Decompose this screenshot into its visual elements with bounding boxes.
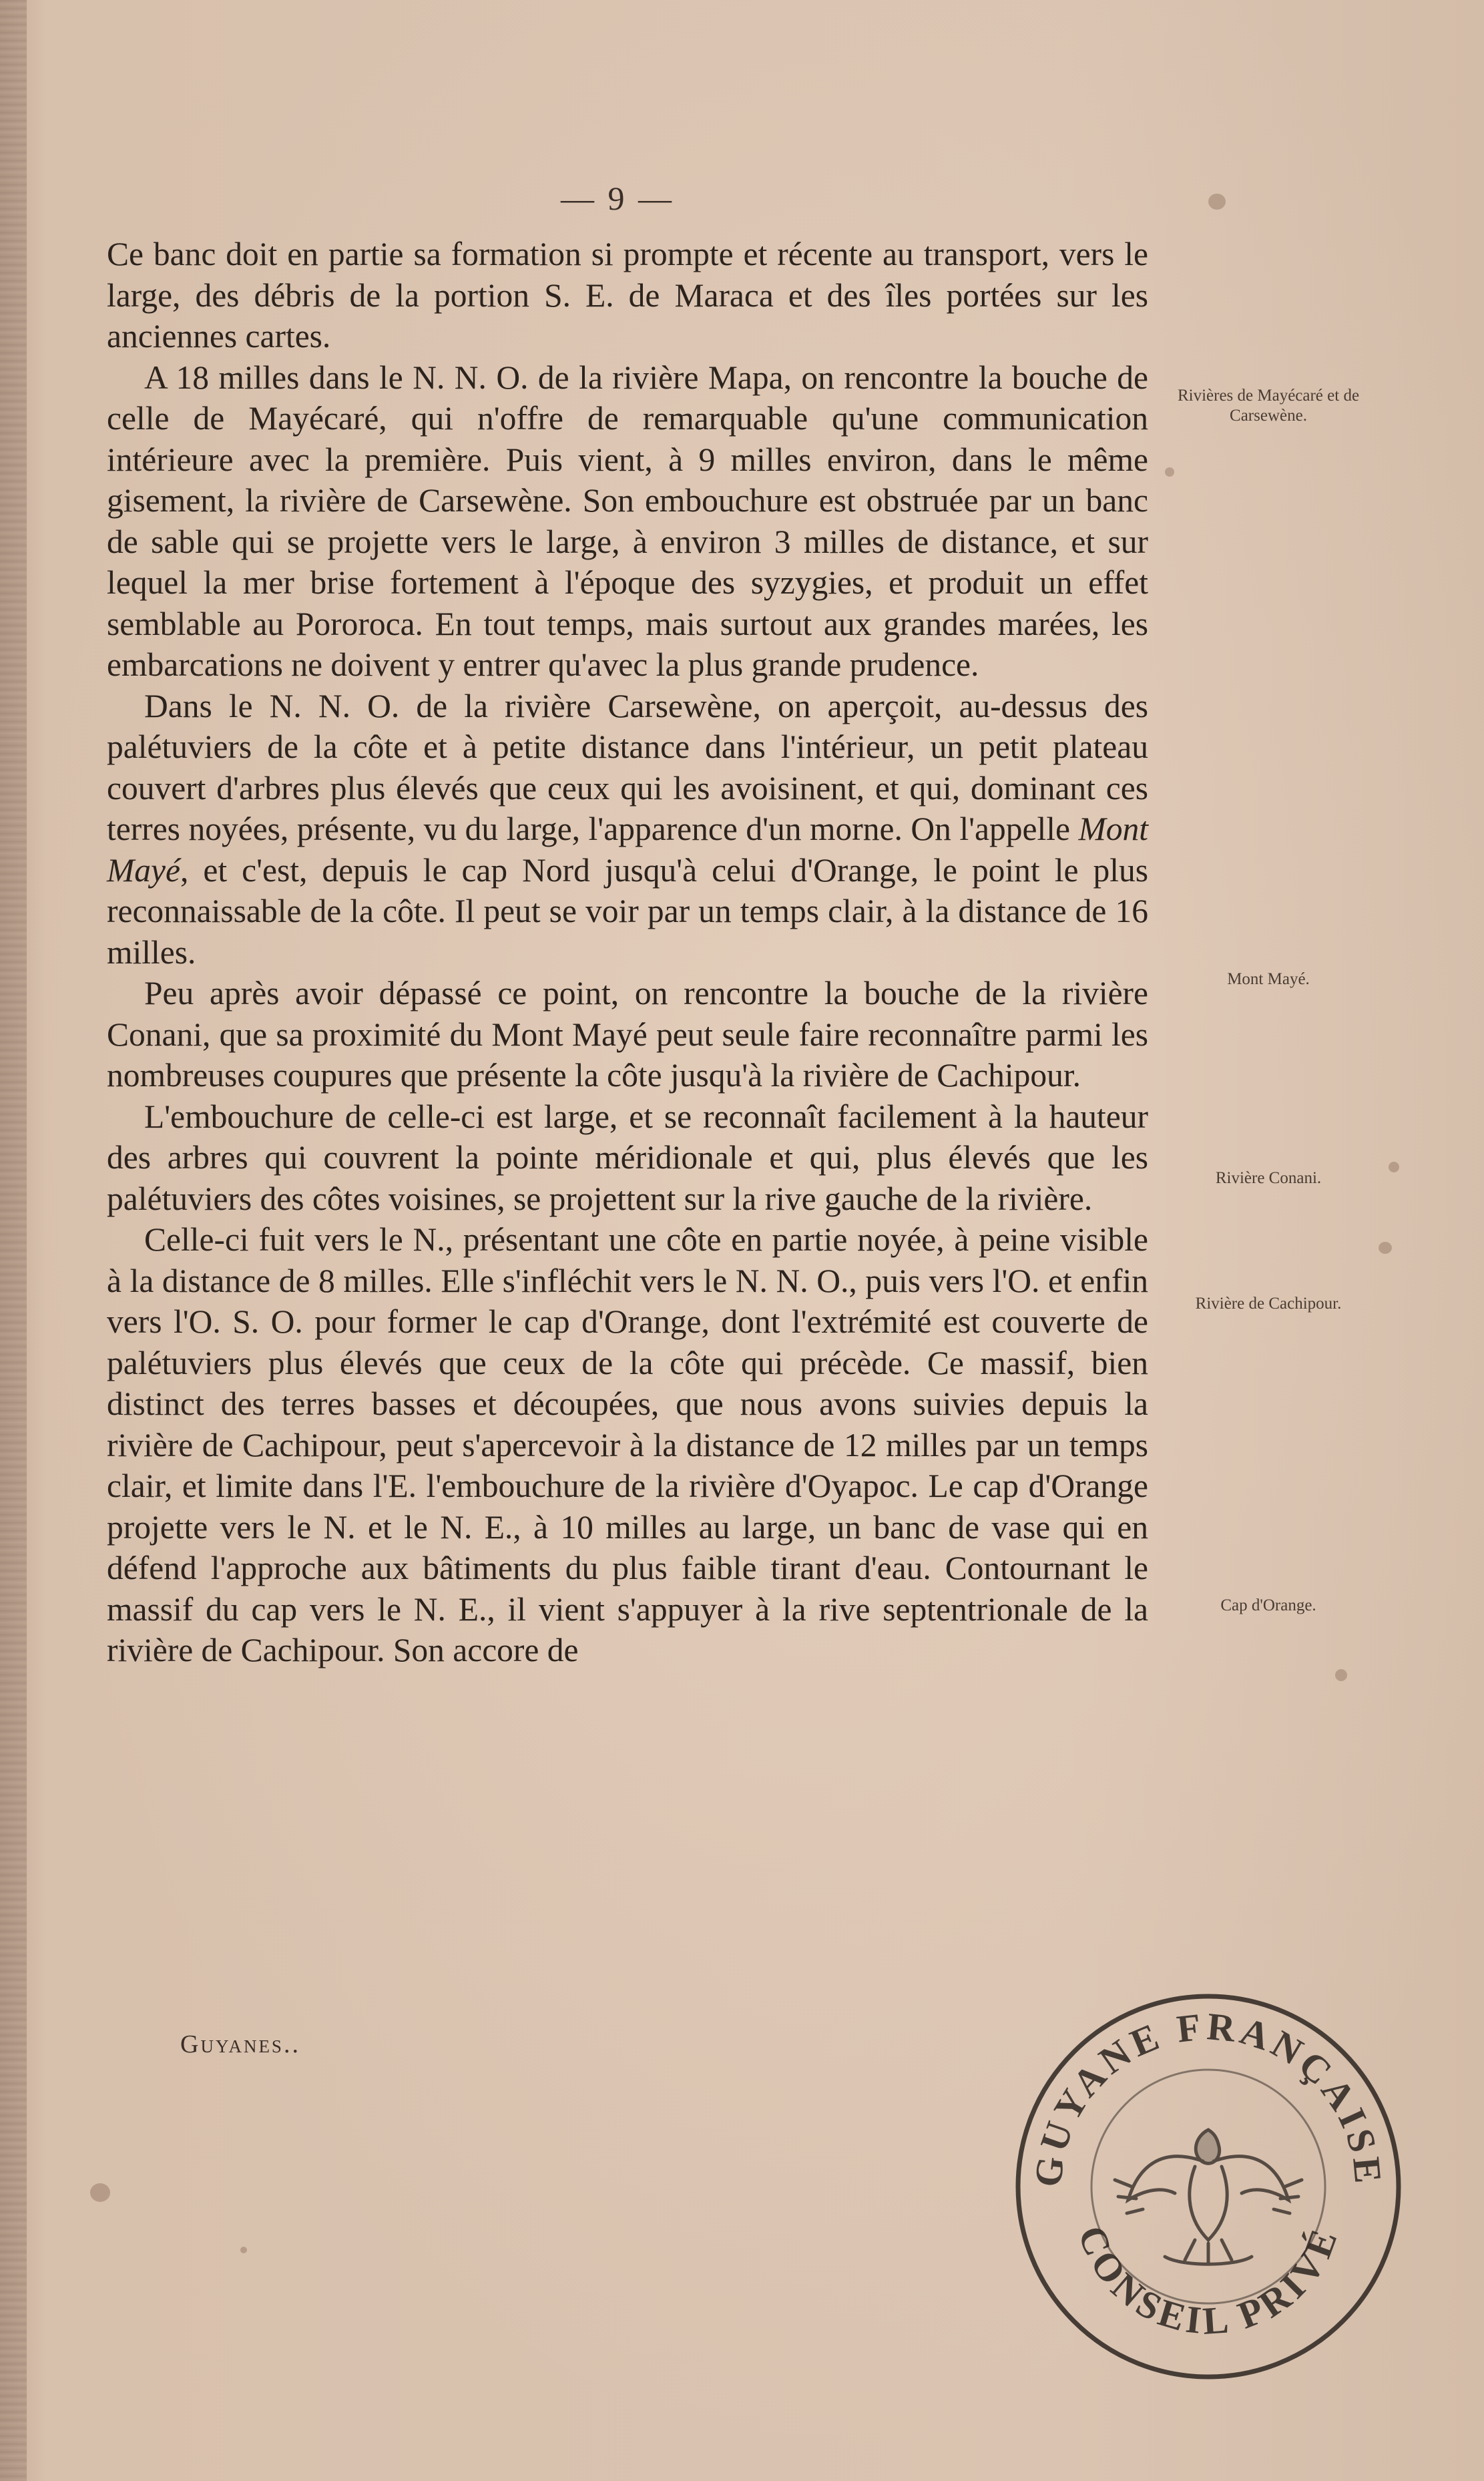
official-stamp bbox=[995, 1986, 1422, 2387]
body-text bbox=[107, 234, 1148, 1671]
margin-note-conani: Rivière Conani. bbox=[1215, 1169, 1322, 1187]
paragraph-text: Ce banc doit en partie sa formation si prompte et récente au transport, vers le large, des débris de la portion S. E. de Maraca et des îles portées sur les anciennes cartes. bbox=[107, 236, 1148, 355]
paragraph-text: L'embouchure de celle-ci est large, et se reconnaît facilement à la hauteur des arbres qui couvrent la pointe méridionale et qui, plus élevés que les palétuviers des côtes voisines, se projettent sur la rive gauche de la rivière. bbox=[107, 1098, 1148, 1217]
paragraph-text: Dans le N. N. O. de la rivière Carsewène, on aperçoit, au-dessus des palétuviers de la côte et à petite distance dans l'intérieur, un petit plateau couvert d'arbres plus élevés que ceux qui les avoisinent, et qui, dominant ces terres noyées, présente, vu du large, l'apparence d'un morne. On l'appelle bbox=[107, 687, 1148, 847]
paragraph-text: Peu après avoir dépassé ce point, on rencontre la bouche de la rivière Conani, que sa proximité du Mont Mayé peut seule faire reconnaître parmi les nombreuses coupures que présente la côte jusqu'à la rivière de Cachipour. bbox=[107, 975, 1148, 1094]
paragraph-text: Celle-ci fuit vers le N., présentant une côte en partie noyée, à peine visible à la distance de 8 milles. Elle s'infléchit vers le N. N. O., puis vers l'O. et enfin vers l'O. S. O. pour former le cap d'Orange, dont l'extrémité est couverte de palétuviers plus élevés que ceux de la côte qui précède. Ce massif, bien distinct des terres basses et découpées, que nous avons suivies depuis la rivière de Cachipour, peut s'apercevoir à la distance de 12 milles par un temps clair, et limite dans l'E. l'embouchure de la rivière d'Oyapoc. Le cap d'Orange projette vers le N. et le N. E., à 10 milles au large, un banc de vase qui en défend l'approche aux bâtiments du plus faible tirant d'eau. Contournant le massif du cap vers le N. E., il vient s'appuyer à la rive septentrionale de la rivière de Cachipour. Son accore de bbox=[107, 1221, 1148, 1668]
stamp-seal bbox=[995, 1986, 1422, 2387]
eagle-emblem bbox=[1115, 2130, 1302, 2264]
paragraph bbox=[107, 1096, 1148, 1220]
page-number: — 9 — bbox=[561, 180, 674, 217]
paragraph-text: , et c'est, depuis le cap Nord jusqu'à celui d'Orange, le point le plus reconnaissable de la côte. Il peut se voir par un temps clair, à la distance de 16 milles. bbox=[107, 851, 1148, 971]
foxing-spot bbox=[1379, 1242, 1392, 1254]
paragraph bbox=[107, 234, 1148, 357]
page-binding-edge bbox=[0, 0, 27, 2481]
foxing-spot bbox=[240, 2247, 247, 2253]
foxing-spot bbox=[1335, 1669, 1347, 1681]
signature-mark: Guyanes.. bbox=[180, 2030, 300, 2058]
margin-note-cap-orange: Cap d'Orange. bbox=[1220, 1596, 1316, 1614]
place-name-italic: Mont Mayé bbox=[107, 811, 1148, 889]
stamp-top-text: GUYANE FRANÇAISE bbox=[1025, 2004, 1391, 2189]
margin-note-cachipour: Rivière de Cachipour. bbox=[1195, 1295, 1342, 1313]
stamp-bottom-text: CONSEIL PRIVÉ bbox=[1069, 2220, 1347, 2343]
foxing-spot bbox=[1208, 194, 1226, 210]
margin-note-mont-maye: Mont Mayé. bbox=[1227, 970, 1310, 988]
paragraph bbox=[107, 686, 1148, 973]
foxing-spot bbox=[90, 2183, 110, 2202]
foxing-spot bbox=[1165, 467, 1174, 477]
paragraph bbox=[107, 1219, 1148, 1671]
margin-note-mayecare: Rivières de Mayécaré et de Carsewène. bbox=[1177, 387, 1360, 425]
paragraph bbox=[107, 973, 1148, 1096]
paragraph bbox=[107, 357, 1148, 686]
paragraph-text: A 18 milles dans le N. N. O. de la rivière Mapa, on rencontre la bouche de celle de Mayécaré, qui n'offre de remarquable qu'une communication intérieure avec la première. Puis vient, à 9 milles environ, dans le même gisement, la rivière de Carsewène. Son embouchure est obstruée par un banc de sable qui se projette vers le large, à environ 3 milles de distance, et sur lequel la mer brise fortement à l'époque des syzygies, et produit un effet semblable au Pororoca. En tout temps, mais surtout aux grandes marées, les embarcations ne doivent y entrer qu'avec la plus grande prudence. bbox=[107, 359, 1148, 683]
foxing-spot bbox=[1389, 1162, 1399, 1172]
